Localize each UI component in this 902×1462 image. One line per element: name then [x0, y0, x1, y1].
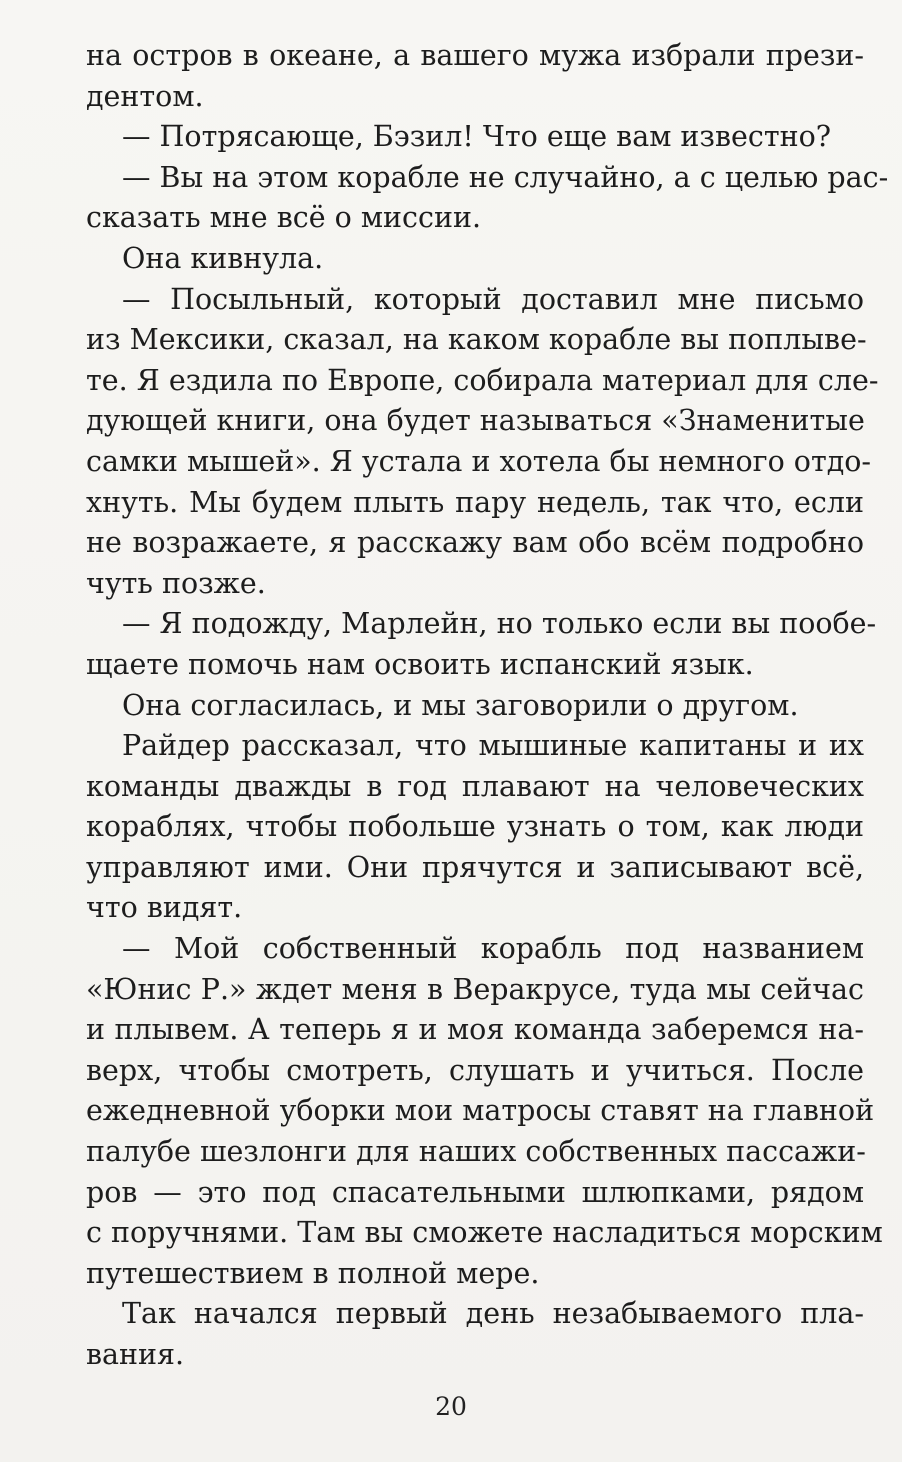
- text-line: ров — это под спасательными шлюпками, рядом: [86, 1175, 864, 1209]
- text-line: хнуть. Мы будем плыть пару недель, так что, если: [86, 485, 864, 519]
- text-line: на остров в океане, а вашего мужа избрали прези-: [86, 39, 864, 72]
- text-line: вания.: [86, 1338, 185, 1371]
- body-text: [86, 36, 889, 1376]
- text-line: Она согласилась, и мы заговорили о другом.: [122, 688, 799, 722]
- text-line: — Вы на этом корабле не случайно, а с целью рас-: [122, 160, 889, 194]
- text-line: «Юнис Р.» ждет меня в Веракрусе, туда мы сейчас: [86, 972, 864, 1006]
- text-line: управляют ими. Они прячутся и записывают всё,: [86, 850, 864, 884]
- text-line: Райдер рассказал, что мышиные капитаны и их: [122, 729, 864, 763]
- text-line: самки мышей». Я устала и хотела бы немного отдо-: [86, 444, 872, 478]
- text-line: кораблях, чтобы побольше узнать о том, как люди: [86, 810, 864, 844]
- text-line: сказать мне всё о миссии.: [86, 201, 482, 235]
- text-line: что видят.: [86, 891, 243, 925]
- text-line: чуть позже.: [86, 566, 266, 600]
- text-line: — Посыльный, который доставил мне письмо: [122, 282, 864, 316]
- text-line: — Потрясающе, Бэзил! Что еще вам известно?: [122, 120, 832, 154]
- text-line: дентом.: [86, 79, 204, 113]
- text-line: Она кивнула.: [122, 241, 324, 275]
- text-line: Так начался первый день незабываемого пла-: [122, 1297, 864, 1331]
- text-line: и плывем. А теперь я и моя команда заберемся на-: [86, 1013, 864, 1047]
- text-line: палубе шезлонги для наших собственных пассажи-: [86, 1135, 866, 1169]
- text-line: ежедневной уборки мои матросы ставят на главной: [86, 1094, 875, 1128]
- text-line: верх, чтобы смотреть, слушать и учиться. После: [86, 1053, 864, 1087]
- text-line: с поручнями. Там вы сможете насладиться морским: [86, 1216, 883, 1250]
- text-line: щаете помочь нам освоить испанский язык.: [86, 647, 754, 681]
- text-line: путешествием в полной мере.: [86, 1256, 540, 1290]
- text-line: те. Я ездила по Европе, собирала материал для сле-: [86, 363, 879, 397]
- page-number: 20: [435, 1392, 467, 1421]
- text-line: команды дважды в год плавают на человеческих: [86, 769, 864, 803]
- text-line: — Я подожду, Марлейн, но только если вы пообе-: [122, 607, 877, 641]
- text-line: дующей книги, она будет называться «Знаменитые: [86, 404, 865, 438]
- text-line: не возражаете, я расскажу вам обо всём подробно: [86, 526, 864, 560]
- text-line: — Мой собственный корабль под названием: [122, 932, 864, 966]
- text-line: из Мексики, сказал, на каком корабле вы поплыве-: [86, 323, 867, 357]
